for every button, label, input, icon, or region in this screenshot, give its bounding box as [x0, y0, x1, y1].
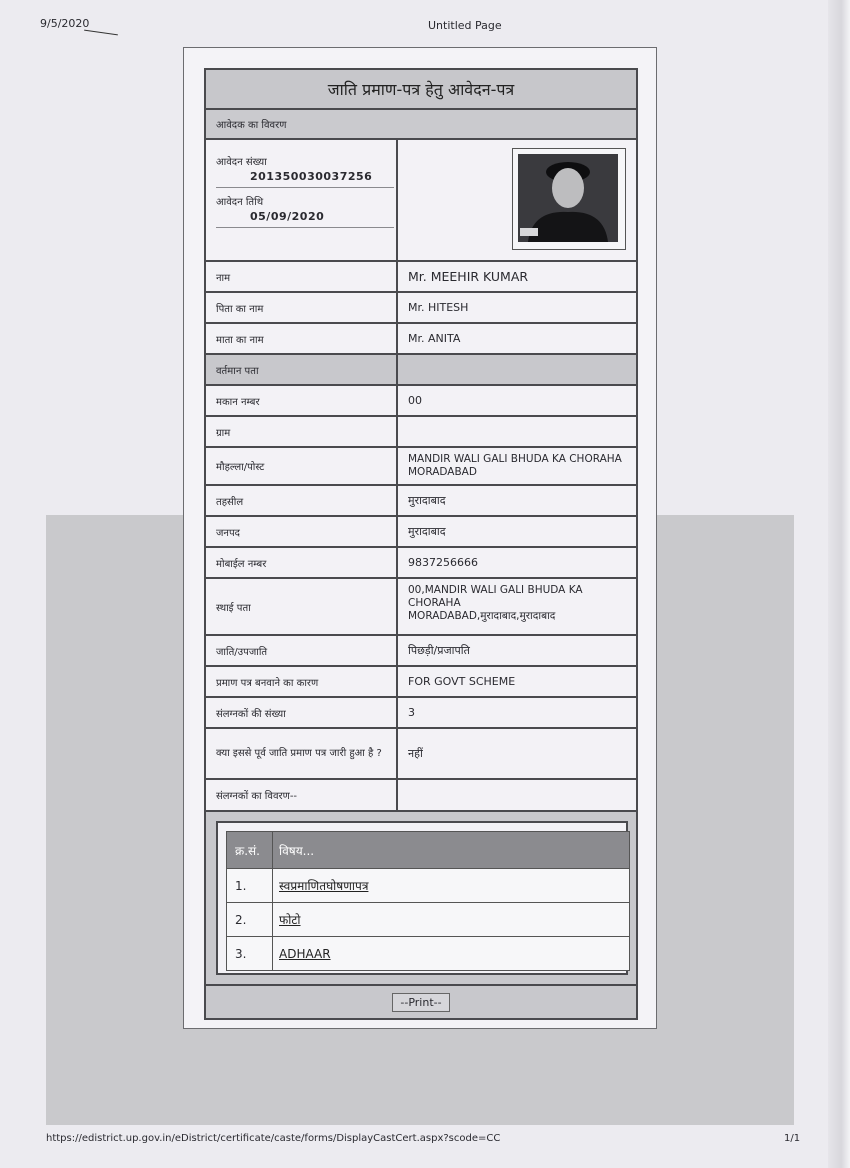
- father-label: पिता का नाम: [206, 293, 398, 322]
- name-label: नाम: [206, 262, 398, 291]
- previous-certificate-label: क्या इससे पूर्व जाति प्रमाण पत्र जारी हुआ है ?: [206, 729, 398, 778]
- row-permanent-address: [206, 579, 636, 636]
- col-serial: क्र.सं.: [227, 832, 273, 868]
- current-address-value: [398, 355, 636, 384]
- application-date-label: आवेदन तिथि: [216, 197, 264, 208]
- row-house-no: [206, 386, 636, 417]
- mother-value: Mr. ANITA: [408, 332, 461, 345]
- row-mother: [206, 324, 636, 355]
- permanent-address-line1: 00,MANDIR WALI GALI BHUDA KA: [408, 584, 583, 596]
- row-district: [206, 517, 636, 548]
- house-no-label: मकान नम्बर: [206, 386, 398, 415]
- table-row: [227, 902, 629, 936]
- caste-label: जाति/उपजाति: [206, 636, 398, 665]
- tehsil-value: मुरादाबाद: [408, 494, 446, 507]
- previous-certificate-value: नहीं: [408, 747, 423, 760]
- attachments-table-frame: [216, 821, 628, 975]
- application-date: 05/09/2020: [250, 210, 325, 223]
- caste-value: पिछड़ी/प्रजापति: [408, 644, 470, 657]
- name-value: Mr. MEEHIR KUMAR: [408, 269, 529, 284]
- row-mobile: [206, 548, 636, 579]
- mobile-value: 9837256666: [408, 556, 478, 569]
- row-name: [206, 262, 636, 293]
- print-button[interactable]: --Print--: [392, 993, 449, 1012]
- page-title: Untitled Page: [428, 19, 502, 32]
- village-value: [398, 417, 636, 446]
- print-row: [206, 986, 636, 1018]
- locality-value: MANDIR WALI GALI BHUDA KA CHORAHA MORADABAD: [408, 453, 622, 478]
- section-applicant-details: आवेदक का विवरण: [206, 110, 636, 140]
- row-father: [206, 293, 636, 324]
- permanent-address-line2: CHORAHA: [408, 597, 461, 609]
- attachment-serial: 3.: [227, 937, 273, 970]
- attachment-serial: 1.: [227, 869, 273, 902]
- attachments-header: [227, 832, 629, 868]
- current-address-label: वर्तमान पता: [206, 355, 398, 384]
- district-label: जनपद: [206, 517, 398, 546]
- table-row: [227, 868, 629, 902]
- caste-certificate-form: [204, 68, 638, 1020]
- attachment-count-label: संलग्नकों की संख्या: [206, 698, 398, 727]
- attachment-link[interactable]: स्वप्रमाणितघोषणापत्र: [279, 879, 369, 893]
- applicant-photo: [512, 148, 626, 250]
- reason-label: प्रमाण पत्र बनवाने का कारण: [206, 667, 398, 696]
- attachments-table: [226, 831, 630, 971]
- attachments-section: [206, 812, 636, 986]
- application-number-label: आवेदन संख्या: [216, 157, 267, 168]
- permanent-address-value: [398, 579, 636, 634]
- village-label: ग्राम: [206, 417, 398, 446]
- attachment-details-label: संलग्नकों का विवरण--: [206, 780, 398, 810]
- row-caste: [206, 636, 636, 667]
- col-subject: विषय...: [279, 843, 315, 858]
- applicant-photo-image: [518, 154, 618, 242]
- attachment-link[interactable]: ADHAAR: [279, 946, 331, 961]
- tehsil-label: तहसील: [206, 486, 398, 515]
- page-edge: [828, 0, 850, 1168]
- pen-mark: [84, 30, 118, 36]
- attachment-serial: 2.: [227, 903, 273, 936]
- permanent-address-label: स्थाई पता: [206, 579, 398, 634]
- row-attachment-count: [206, 698, 636, 729]
- house-no-value: 00: [408, 394, 422, 407]
- district-value: मुरादाबाद: [408, 525, 446, 538]
- father-value: Mr. HITESH: [408, 301, 469, 314]
- mobile-label: मोबाईल नम्बर: [206, 548, 398, 577]
- mother-label: माता का नाम: [206, 324, 398, 353]
- application-info: [206, 140, 398, 260]
- row-tehsil: [206, 486, 636, 517]
- print-date: 9/5/2020: [40, 17, 90, 30]
- attachment-details-value: [398, 780, 636, 810]
- row-current-address: [206, 355, 636, 386]
- row-village: [206, 417, 636, 448]
- reason-value: FOR GOVT SCHEME: [408, 675, 516, 688]
- page-url: https://edistrict.up.gov.in/eDistrict/certificate/caste/forms/DisplayCastCert.aspx?scode=CC: [46, 1133, 501, 1144]
- row-attachment-details: [206, 780, 636, 812]
- attachment-link[interactable]: फोटो: [279, 913, 301, 927]
- application-info-row: [206, 140, 636, 262]
- attachment-count-value: 3: [408, 706, 415, 719]
- application-number: 201350030037256: [250, 170, 373, 183]
- photo-cell: [398, 140, 636, 260]
- page-count: 1/1: [784, 1133, 801, 1144]
- locality-label: मौहल्ला/पोस्ट: [206, 448, 398, 484]
- row-reason: [206, 667, 636, 698]
- form-title: जाति प्रमाण-पत्र हेतु आवेदन-पत्र: [206, 70, 636, 110]
- row-previous-certificate: [206, 729, 636, 780]
- permanent-address-line3: MORADABAD,मुरादाबाद,मुरादाबाद: [408, 610, 556, 622]
- table-row: [227, 936, 629, 970]
- row-locality: [206, 448, 636, 486]
